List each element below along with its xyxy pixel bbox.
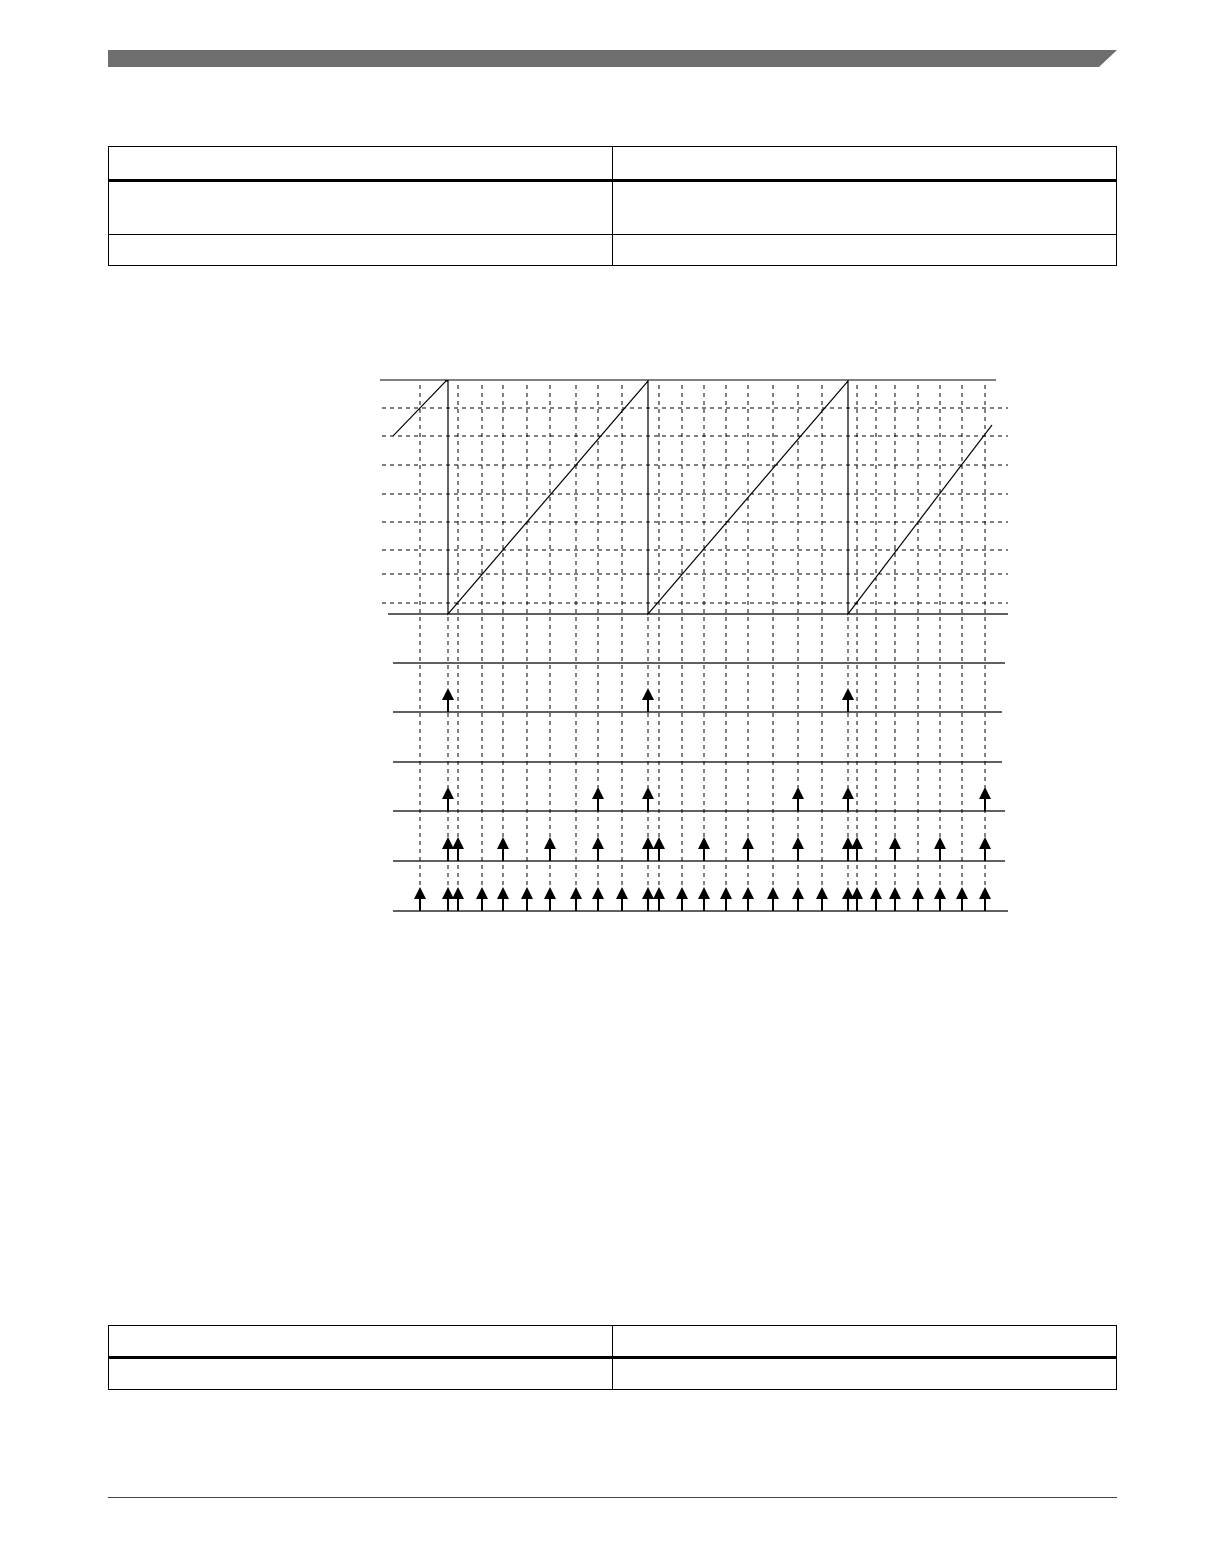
tick-arrow-head — [720, 887, 732, 899]
compare-arrow-head — [497, 837, 509, 849]
table-header-cell — [613, 147, 1117, 181]
tick-arrow-head — [544, 887, 556, 899]
half-period-arrow-head — [792, 787, 804, 799]
tick-arrow-head — [979, 887, 991, 899]
compare-arrow-head — [742, 837, 754, 849]
wrap-arrow-head — [642, 688, 654, 700]
tick-arrow-head — [452, 887, 464, 899]
tick-arrow-head — [816, 887, 828, 899]
table-header-cell — [109, 1326, 613, 1358]
compare-arrow-head — [442, 837, 454, 849]
tick-arrow-head — [676, 887, 688, 899]
compare-arrow-head — [653, 837, 665, 849]
table-cell — [613, 181, 1117, 235]
wrap-arrow-head — [842, 688, 854, 700]
half-period-arrow-head — [442, 787, 454, 799]
table-row — [109, 1358, 1117, 1390]
half-period-arrow-head — [842, 787, 854, 799]
table-cell — [109, 1358, 613, 1390]
compare-arrow-head — [792, 837, 804, 849]
compare-arrow-head — [851, 837, 863, 849]
tick-arrow-head — [742, 887, 754, 899]
tick-arrow-head — [521, 887, 533, 899]
top-table — [108, 146, 1117, 266]
tick-arrow-head — [851, 887, 863, 899]
tick-arrow-head — [934, 887, 946, 899]
table-row — [109, 181, 1117, 235]
tick-arrow-head — [912, 887, 924, 899]
tick-arrow-head — [767, 887, 779, 899]
table-header-row — [109, 1326, 1117, 1358]
compare-arrow-head — [698, 837, 710, 849]
header-bar — [0, 0, 1224, 80]
half-period-arrow-head — [642, 787, 654, 799]
table-header-cell — [613, 1326, 1117, 1358]
wrap-arrow-head — [442, 688, 454, 700]
half-period-arrow-head — [592, 787, 604, 799]
compare-arrow-head — [544, 837, 556, 849]
tick-arrow-head — [698, 887, 710, 899]
table-row — [109, 235, 1117, 266]
compare-arrow-head — [889, 837, 901, 849]
timing-diagram — [370, 370, 1020, 930]
tick-arrow-head — [442, 887, 454, 899]
footer-rule — [108, 1497, 1117, 1498]
tick-arrow-head — [956, 887, 968, 899]
bottom-table — [108, 1325, 1117, 1390]
compare-arrow-head — [979, 837, 991, 849]
table-header-row — [109, 147, 1117, 181]
tick-arrow-head — [570, 887, 582, 899]
tick-arrow-head — [616, 887, 628, 899]
half-period-arrow-head — [979, 787, 991, 799]
tick-arrow-head — [497, 887, 509, 899]
tick-arrow-head — [653, 887, 665, 899]
tick-arrow-head — [476, 887, 488, 899]
compare-arrow-head — [642, 837, 654, 849]
sawtooth-waveform — [393, 381, 992, 614]
tick-arrow-head — [870, 887, 882, 899]
tick-arrow-head — [592, 887, 604, 899]
tick-arrow-head — [414, 887, 426, 899]
table-cell — [109, 235, 613, 266]
tick-arrow-head — [889, 887, 901, 899]
compare-arrow-head — [934, 837, 946, 849]
table-header-cell — [109, 147, 613, 181]
tick-arrow-head — [642, 887, 654, 899]
table-cell — [109, 181, 613, 235]
compare-arrow-head — [592, 837, 604, 849]
table-cell — [613, 1358, 1117, 1390]
compare-arrow-head — [452, 837, 464, 849]
table-cell — [613, 235, 1117, 266]
tick-arrow-head — [792, 887, 804, 899]
